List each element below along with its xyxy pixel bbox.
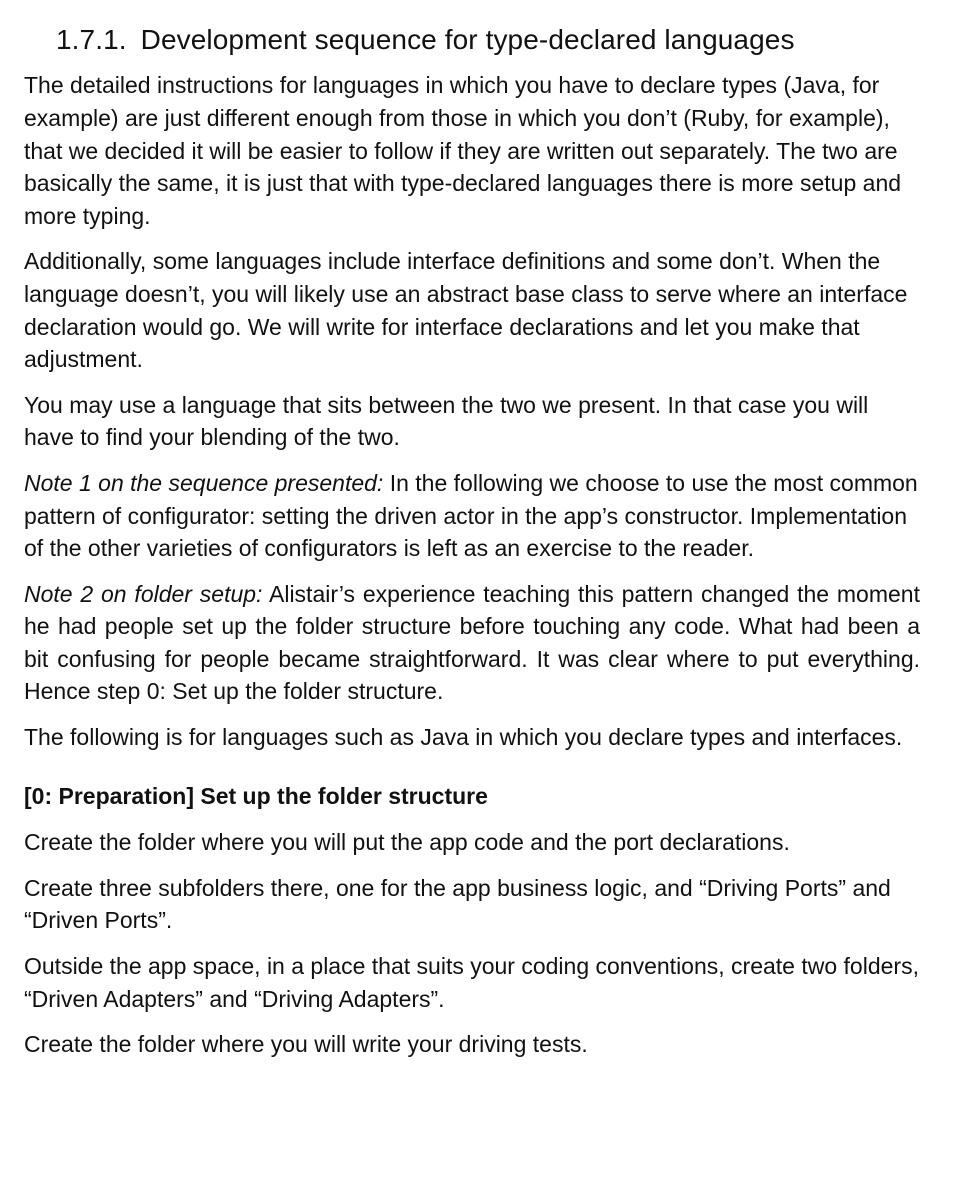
paragraph-intro: The detailed instructions for languages in which you have to declare types (Java, for example) are just different enough from those in which you don’t (Ruby, for example), that we decided it will be easier to follow if they are written out separately. The two are basically the same, it is just that with type-declared languages there is more setup and more typing. [24, 72, 902, 229]
section-number: 1.7.1. [56, 24, 127, 55]
paragraph-interfaces: Additionally, some languages include interface definitions and some don’t. When the language doesn’t, you will likely use an abstract base class to serve where an interface declaration would go. We will write for interface declarations and let you make that adjustment. [24, 248, 908, 373]
section-heading [56, 22, 920, 58]
step-0-item: Outside the app space, in a place that suits your coding conventions, create two folders, “Driven Adapters” and “Driving Adapters”. [24, 953, 919, 1012]
step-0-item: Create the folder where you will write your driving tests. [24, 1031, 588, 1058]
step-0-item: Create the folder where you will put the app code and the port declarations. [24, 829, 790, 856]
step-0-heading: [0: Preparation] Set up the folder structure [24, 782, 488, 809]
paragraph-blending: You may use a language that sits between the two we present. In that case you will have to find your blending of the two. [24, 391, 869, 451]
note-1-label: Note 1 on the sequence presented: [24, 469, 384, 496]
step-0-item: Create three subfolders there, one for the app business logic, and “Driving Ports” and “Driven Ports”. [24, 874, 891, 934]
paragraph-java-intro: The following is for languages such as Java in which you declare types and interfaces. [24, 724, 903, 751]
note-1-text: In the following we choose to use the most common pattern of configurator: setting the driven actor in the app’s constructor. Implementation of the other varieties of configurators is left as an exercise to the reader. [24, 469, 918, 562]
document-page [24, 22, 920, 1074]
note-2-label: Note 2 on folder setup: [24, 580, 263, 607]
note-1 [24, 467, 920, 565]
note-2 [24, 578, 920, 708]
section-title: Development sequence for type-declared languages [140, 24, 795, 55]
note-2-text: Alistair’s experience teaching this pattern changed the moment he had people set up the folder structure before touching any code. What had been a bit confusing for people became straightforward. It was clear where to put everything. Hence step 0: Set up the folder structure. [24, 580, 920, 705]
